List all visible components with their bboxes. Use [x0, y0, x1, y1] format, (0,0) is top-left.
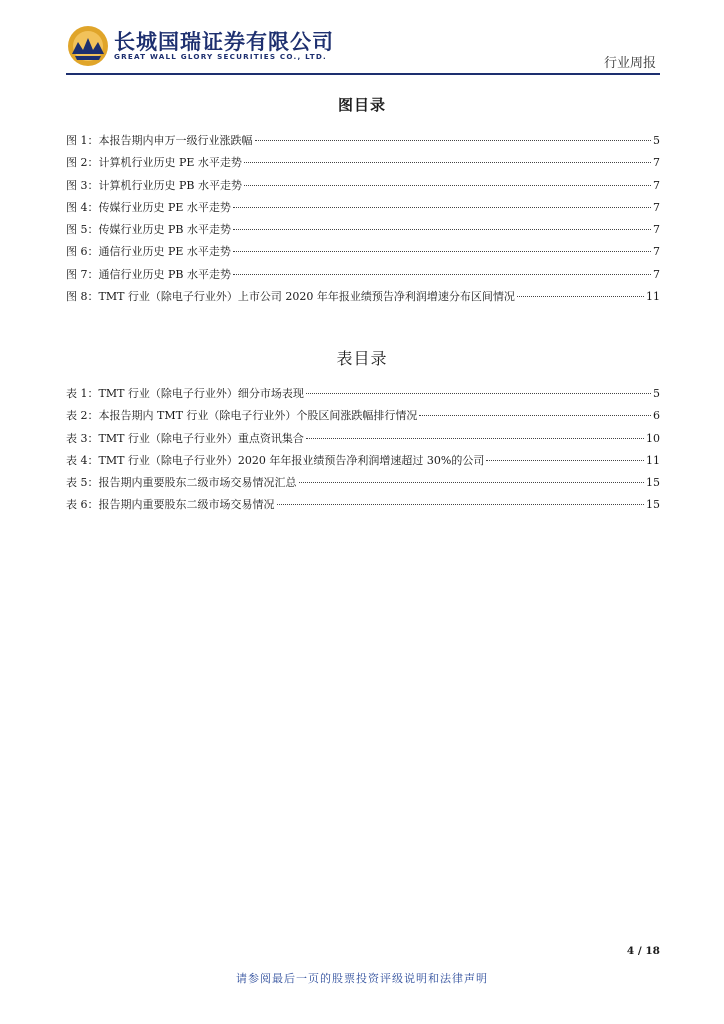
- figure-entry[interactable]: [66, 132, 660, 154]
- great-wall-glory-logo: [66, 24, 110, 68]
- figure-entry[interactable]: [66, 266, 660, 288]
- figure-entry-page[interactable]: 7: [653, 178, 660, 192]
- dot-leader: [244, 185, 651, 186]
- dot-leader: [233, 274, 651, 275]
- dot-leader: [244, 162, 651, 163]
- figure-entry[interactable]: [66, 199, 660, 221]
- figure-entry-page[interactable]: 5: [653, 134, 660, 147]
- dot-leader: [233, 207, 651, 208]
- table-entry[interactable]: [66, 496, 660, 518]
- figure-entry-page[interactable]: 7: [653, 267, 660, 281]
- dot-leader: [486, 460, 644, 461]
- dot-leader: [233, 251, 651, 252]
- brand-name-en: GREAT WALL GLORY SECURITIES CO., LTD.: [114, 52, 327, 61]
- table-entry-label[interactable]: 表 6：报告期内重要股东二级市场交易情况: [66, 498, 275, 512]
- figure-entry-page[interactable]: 7: [653, 156, 660, 170]
- table-list: [66, 385, 660, 519]
- dot-leader: [306, 393, 651, 394]
- figure-entry[interactable]: [66, 288, 660, 310]
- dot-leader: [306, 438, 644, 439]
- table-entry[interactable]: [66, 385, 660, 407]
- table-list-title: 表目录: [336, 349, 388, 368]
- table-entry-label[interactable]: 表 4：TMT 行业（除电子行业外）2020 年年报业绩预告净利润增速超过 30%的公司: [66, 453, 485, 467]
- table-entry-label[interactable]: 表 5：报告期内重要股东二级市场交易情况汇总: [66, 476, 297, 490]
- table-entry[interactable]: [66, 430, 660, 452]
- figure-entry-page[interactable]: 7: [653, 245, 660, 259]
- dot-leader: [419, 415, 651, 416]
- page-header: [0, 0, 724, 80]
- figure-entry-label[interactable]: 图 7：通信行业历史 PB 水平走势: [66, 267, 231, 281]
- table-entry-label[interactable]: 表 1：TMT 行业（除电子行业外）细分市场表现: [66, 387, 304, 400]
- figure-entry-page[interactable]: 7: [653, 223, 660, 237]
- figure-entry[interactable]: [66, 221, 660, 243]
- figure-entry-label[interactable]: 图 5：传媒行业历史 PB 水平走势: [66, 223, 231, 237]
- figure-entry-label[interactable]: 图 4：传媒行业历史 PE 水平走势: [66, 200, 231, 214]
- table-entry-label[interactable]: 表 2：本报告期内 TMT 行业（除电子行业外）个股区间涨跌幅排行情况: [66, 409, 418, 423]
- table-entry[interactable]: [66, 452, 660, 474]
- figure-entry-page[interactable]: 11: [646, 290, 660, 304]
- figure-list-title: 图目录: [337, 96, 386, 114]
- brand-name-cn: 长城国瑞证券有限公司: [114, 30, 334, 54]
- dot-leader: [233, 229, 651, 230]
- table-entry-page[interactable]: 6: [653, 409, 660, 423]
- header-divider: [66, 73, 660, 75]
- table-entry-page[interactable]: 15: [646, 476, 660, 490]
- figure-entry-label[interactable]: 图 1：本报告期内申万一级行业涨跌幅: [66, 134, 253, 147]
- table-entry-page[interactable]: 11: [646, 453, 660, 467]
- dot-leader: [277, 504, 645, 505]
- table-entry-label[interactable]: 表 3：TMT 行业（除电子行业外）重点资讯集合: [66, 431, 304, 445]
- table-entry-page[interactable]: 10: [646, 431, 660, 445]
- table-entry-page[interactable]: 15: [646, 498, 660, 512]
- document-type: 行业周报: [603, 56, 656, 71]
- dot-leader: [299, 482, 645, 483]
- figure-entry-label[interactable]: 图 6：通信行业历史 PE 水平走势: [66, 245, 231, 259]
- dot-leader: [517, 296, 644, 297]
- table-entry-page[interactable]: 5: [653, 387, 660, 400]
- figure-entry-label[interactable]: 图 3：计算机行业历史 PB 水平走势: [66, 178, 242, 192]
- figure-entry[interactable]: [66, 243, 660, 265]
- figure-entry-label[interactable]: 图 8：TMT 行业（除电子行业外）上市公司 2020 年年报业绩预告净利润增速分布区间情况: [66, 290, 515, 304]
- figure-entry-label[interactable]: 图 2：计算机行业历史 PE 水平走势: [66, 156, 242, 170]
- dot-leader: [255, 140, 652, 141]
- figure-entry[interactable]: [66, 154, 660, 176]
- page-number: 4 / 18: [626, 945, 660, 957]
- table-entry[interactable]: [66, 407, 660, 429]
- figure-entry[interactable]: [66, 177, 660, 199]
- figure-entry-page[interactable]: 7: [653, 200, 660, 214]
- footer-disclaimer: 请参阅最后一页的股票投资评级说明和法律声明: [236, 972, 488, 985]
- figure-list: [66, 132, 660, 310]
- table-entry[interactable]: [66, 474, 660, 496]
